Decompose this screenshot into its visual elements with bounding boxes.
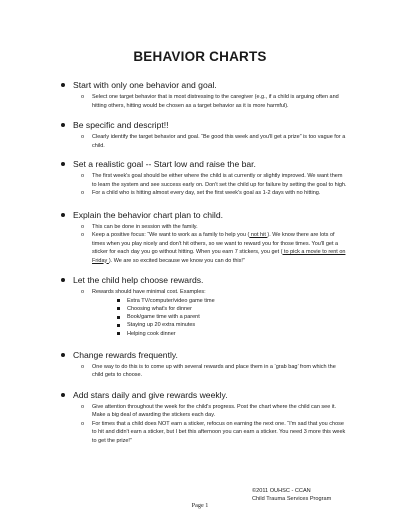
section-heading-text: Add stars daily and give rewards weekly.	[73, 389, 228, 400]
section-heading-text: Start with only one behavior and goal.	[73, 80, 217, 90]
sub-list-item	[0, 321, 400, 329]
item-list	[0, 223, 400, 266]
item-text: For a child who is hitting almost every day, set the first week's goal as 1-2 days with no hitting.	[92, 190, 321, 196]
sub-item-text: Extra TV/computer/video game time	[127, 297, 215, 304]
section	[0, 210, 400, 266]
hollow-bullet-icon: o	[81, 134, 85, 140]
item-text: Select one target behavior that is most distressing to the caregiver (e.g., if a child is arguing often and hitting others, hitting would be chosen as a target behavior as it is more harmful).	[92, 94, 339, 109]
sub-item-text: Book/game time with a parent	[127, 314, 200, 321]
item-text: Rewards should have minimal cost. Examples:	[92, 289, 206, 295]
sub-list-item	[0, 313, 400, 321]
section-heading-text: Let the child help choose rewards.	[73, 275, 204, 285]
page-number: Page 1	[191, 502, 209, 509]
footer-organization	[252, 487, 331, 503]
section-heading	[0, 275, 400, 286]
item-list	[0, 288, 400, 338]
section	[0, 159, 400, 198]
list-item	[0, 133, 400, 150]
item-list	[0, 93, 400, 110]
item-list	[0, 172, 400, 198]
underlined-blank: not hit	[249, 232, 268, 238]
item-text: This can be done in session with the family.	[92, 223, 198, 230]
hollow-bullet-icon: o	[81, 223, 85, 230]
list-item	[0, 363, 400, 380]
program-line: Child Trauma Services Program	[252, 496, 332, 502]
section-heading-text: Change rewards frequently.	[73, 349, 178, 360]
square-bullet-icon	[117, 324, 120, 327]
sub-item-text: Helping cook dinner	[127, 330, 176, 337]
section-heading	[0, 120, 400, 131]
section-heading	[0, 159, 400, 170]
item-text: Give attention throughout the week for the child's progress. Post the chart where the child can see it. Make a big deal of awarding the stickers each day.	[92, 403, 337, 419]
hollow-bullet-icon: o	[81, 173, 85, 179]
bullet-icon	[61, 83, 65, 87]
hollow-bullet-icon: o	[81, 289, 85, 295]
bullet-icon	[61, 353, 65, 357]
item-text: One way to do this is to come up with several rewards and place them in a ‘grab bag’ from which the child gets to choose.	[92, 363, 336, 379]
list-item	[0, 403, 400, 420]
section-heading	[0, 350, 400, 361]
underlined-blank: to pick a movie to rent on Friday	[92, 249, 346, 264]
square-bullet-icon	[117, 316, 120, 319]
hollow-bullet-icon: o	[81, 94, 85, 100]
list-item	[0, 420, 400, 446]
bullet-icon	[61, 278, 65, 282]
bullet-icon	[61, 123, 65, 127]
square-bullet-icon	[117, 332, 120, 335]
item-list	[0, 403, 400, 446]
copyright-line: ©2011 OUHSC - CCAN	[252, 488, 311, 494]
section-heading-text: Set a realistic goal -- Start low and raise the bar.	[73, 159, 256, 169]
list-item	[0, 93, 400, 110]
section-heading	[0, 210, 400, 221]
bullet-icon	[61, 393, 65, 397]
bullet-icon	[61, 162, 65, 166]
item-text: ). We are so excited because we know you can do this!”	[108, 257, 245, 264]
item-text: ). We know there are lots of times when you play nicely and don't hit others, so we want to reward you for those times. You'll get a sticker for each day you go without hitting. When you earn 7 stickers, you get (	[92, 232, 339, 255]
sub-list	[0, 297, 400, 338]
item-list	[0, 133, 400, 150]
section	[0, 350, 400, 380]
sub-list-item	[0, 330, 400, 338]
section	[0, 275, 400, 338]
section-heading	[0, 80, 400, 91]
hollow-bullet-icon: o	[81, 363, 85, 370]
hollow-bullet-icon: o	[81, 232, 85, 238]
item-text: Clearly identify the target behavior and goal. “Be good this week and you'll get a prize” is too vague for a child.	[92, 134, 346, 149]
section	[0, 390, 400, 446]
item-text: The first week's goal should be either where the child is at currently or slightly improved. We want them to learn the system and see success early on. Don't set the child up for failure by setting the goal to high.	[92, 173, 347, 188]
list-item	[0, 189, 400, 198]
list-item	[0, 223, 400, 232]
sub-item-text: Staying up 20 extra minutes	[127, 322, 196, 329]
list-item	[0, 172, 400, 189]
bullet-icon	[61, 213, 65, 217]
square-bullet-icon	[117, 307, 120, 310]
sub-item-text: Choosing what's for dinner	[127, 305, 192, 312]
section-list	[0, 70, 400, 445]
section	[0, 120, 400, 150]
item-text: For times that a child does NOT earn a sticker, refocus on earning the next one. “I'm sad that you chose to hit and didn't earn a sticker, but I bet this afternoon you can earn a sticker. You need 3 more this week to get the prize!”	[92, 420, 346, 444]
section	[0, 80, 400, 110]
hollow-bullet-icon: o	[81, 190, 85, 196]
section-heading	[0, 390, 400, 401]
hollow-bullet-icon: o	[81, 403, 85, 410]
section-heading-text: Be specific and descript!!	[73, 120, 169, 130]
section-heading-text: Explain the behavior chart plan to child.	[73, 209, 224, 220]
page-title: BEHAVIOR CHARTS	[133, 49, 267, 64]
sub-list-item	[0, 297, 400, 305]
square-bullet-icon	[117, 299, 120, 302]
item-list	[0, 363, 400, 380]
item-text: Keep a positive focus: “We want to work as a family to help you (	[92, 232, 250, 238]
sub-list-item	[0, 305, 400, 313]
list-item	[0, 231, 400, 265]
list-item	[0, 288, 400, 297]
hollow-bullet-icon: o	[81, 420, 85, 427]
